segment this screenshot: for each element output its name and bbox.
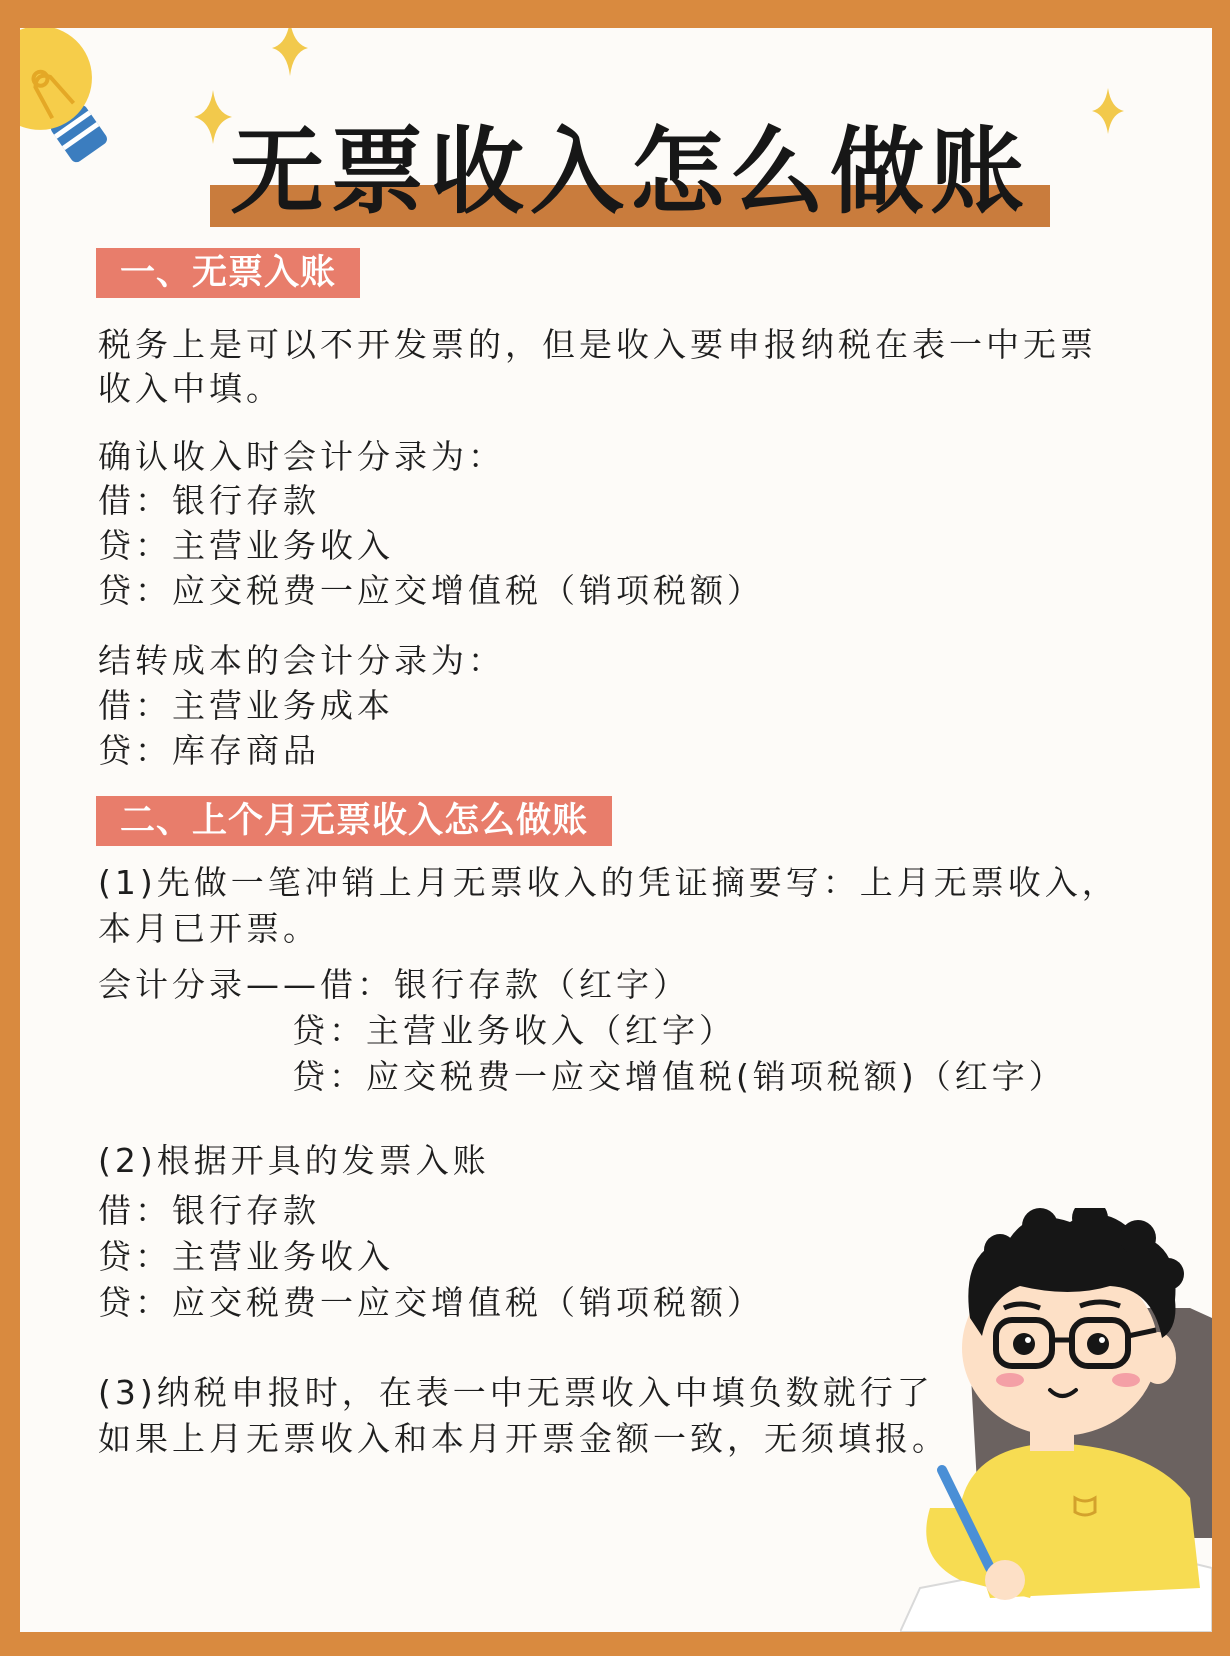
student-mascot-illustration (900, 1208, 1212, 1632)
step2-heading: (2)根据开具的发票入账 (98, 1141, 490, 1180)
step1-line2: 本月已开票。 (98, 909, 320, 948)
entry2-heading: 结转成本的会计分录为： (98, 641, 505, 680)
entry1-line3: 贷：应交税费一应交增值税（销项税额） (98, 571, 764, 610)
entry1-line1: 借：银行存款 (98, 481, 320, 520)
step3-line1: (3)纳税申报时，在表一中无票收入中填负数就行了 (98, 1373, 934, 1412)
step2-line2: 贷：主营业务收入 (98, 1237, 394, 1276)
entry2-line2: 贷：库存商品 (98, 731, 320, 770)
step3-line2: 如果上月无票收入和本月开票金额一致，无须填报。 (98, 1419, 949, 1458)
step1-entry1: 会计分录——借：银行存款（红字） (98, 965, 690, 1004)
entry2-line1: 借：主营业务成本 (98, 686, 394, 725)
sparkle-icon (1092, 88, 1124, 134)
section-label-2: 二、上个月无票收入怎么做账 (96, 796, 612, 846)
title-block (210, 113, 1050, 243)
step1-entry3: 贷：应交税费一应交增值税(销项税额)（红字） (292, 1057, 1066, 1096)
section1-intro-line1: 税务上是可以不开发票的，但是收入要申报纳税在表一中无票 (98, 325, 1097, 364)
step2-line3: 贷：应交税费一应交增值税（销项税额） (98, 1283, 764, 1322)
step1-entry2: 贷：主营业务收入（红字） (292, 1011, 736, 1050)
entry1-heading: 确认收入时会计分录为： (98, 437, 505, 476)
step2-line1: 借：银行存款 (98, 1191, 320, 1230)
section1-intro-line2: 收入中填。 (98, 369, 283, 408)
page-title: 无票收入怎么做账 (229, 118, 1030, 227)
section-label-1: 一、无票入账 (96, 248, 360, 298)
poster-card (20, 28, 1212, 1632)
step1-line1: (1)先做一笔冲销上月无票收入的凭证摘要写：上月无票收入， (98, 863, 1119, 902)
entry1-line2: 贷：主营业务收入 (98, 526, 394, 565)
lightbulb-icon (20, 28, 180, 168)
sparkle-icon (272, 28, 308, 76)
